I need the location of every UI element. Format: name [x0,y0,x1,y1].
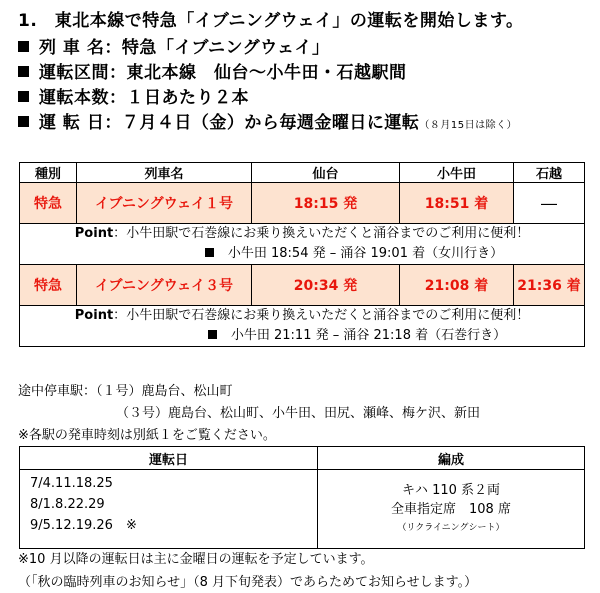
days-row [20,470,585,549]
col-run-days: 運転日 [20,447,318,470]
kogota-time: 21:08 着 [400,265,514,306]
point-row [20,224,585,265]
formation-cars: キハ 110 系２両 [401,482,501,498]
info-value: ：７月４日（金）から毎週金曜日に運転 [104,113,420,133]
stops-note: ※各駅の発車時刻は別紙１をご覧ください。 [18,428,276,443]
col-kogota: 小牛田 [400,163,514,183]
connection-text: 小牛田 18:54 発 – 涌谷 19:01 着（女川行き） [227,246,504,261]
info-days [18,108,517,133]
point-row [20,306,585,347]
stops-line1: 途中停車駅：（１号）鹿島台、松山町 [18,384,233,399]
point-colon: ： [113,226,127,241]
formation-cell [318,470,585,549]
train-row [20,265,585,306]
days-table [19,446,585,549]
sendai-time: 20:34 発 [252,265,400,306]
schedule-table [19,162,585,347]
point-cell [20,306,585,347]
train-name: イブニングウェイ１号 [77,183,252,224]
days-header-row [20,447,585,470]
col-formation: 編成 [318,447,585,470]
ishikoshi-time: ― [514,183,585,224]
train-name: イブニングウェイ３号 [77,265,252,306]
run-date: 7/4.11.18.25 [30,476,113,491]
col-type: 種別 [20,163,77,183]
formation-sub: （リクライニングシート） [397,522,505,533]
info-value: ：特急「イブニングウェイ」 [104,38,330,58]
info-note: （８月15日は除く） [419,120,518,131]
info-section [18,58,407,83]
footer-note2: （「秋の臨時列車のお知らせ」（8 月下旬発表）であらためてお知らせします。） [18,575,478,590]
train-type: 特急 [20,265,77,306]
bullet-square-icon [208,330,217,339]
info-label: 運転本数 [39,88,109,108]
train-row [20,183,585,224]
info-label: 列 車 名 [39,38,105,58]
footer-note1: ※10 月以降の運転日は主に金曜日の運転を予定しています。 [18,552,374,567]
ishikoshi-time: 21:36 着 [514,265,585,306]
connection-text: 小牛田 21:11 発 – 涌谷 21:18 着（石巻行き） [230,328,507,343]
col-sendai: 仙台 [252,163,400,183]
col-ishikoshi: 石越 [514,163,585,183]
point-cell [20,224,585,265]
sendai-time: 18:15 発 [252,183,400,224]
bullet-square-icon [18,66,29,77]
schedule-header-row [20,163,585,183]
point-text: 小牛田駅で石巻線にお乗り換えいただくと涌谷までのご利用に便利！ [126,308,530,323]
point-label: Point [74,226,114,241]
bullet-square-icon [18,91,29,102]
bullet-square-icon [18,41,29,52]
formation-seats: 全車指定席 108 席 [391,501,511,517]
train-type: 特急 [20,183,77,224]
col-train-name: 列車名 [77,163,252,183]
point-label: Point [74,308,114,323]
info-value: ：東北本線 仙台～小牛田・石越駅間 [109,63,407,83]
point-colon: ： [113,308,127,323]
run-days-cell [20,470,318,549]
info-count [18,83,249,108]
info-label: 運 転 日 [39,113,105,133]
info-value: ：１日あたり２本 [109,88,249,108]
run-date: 9/5.12.19.26 ※ [30,518,137,533]
info-train-name [18,33,329,58]
bullet-square-icon [18,116,29,127]
info-label: 運転区間 [39,63,109,83]
bullet-square-icon [205,248,214,257]
run-date: 8/1.8.22.29 [30,497,105,512]
point-text: 小牛田駅で石巻線にお乗り換えいただくと涌谷までのご利用に便利！ [126,226,530,241]
headline: 1. 東北本線で特急「イブニングウェイ」の運転を開始します。 [18,11,524,31]
stops-line2: （３号）鹿島台、松山町、小牛田、田尻、瀬峰、梅ケ沢、新田 [116,406,481,421]
kogota-time: 18:51 着 [400,183,514,224]
